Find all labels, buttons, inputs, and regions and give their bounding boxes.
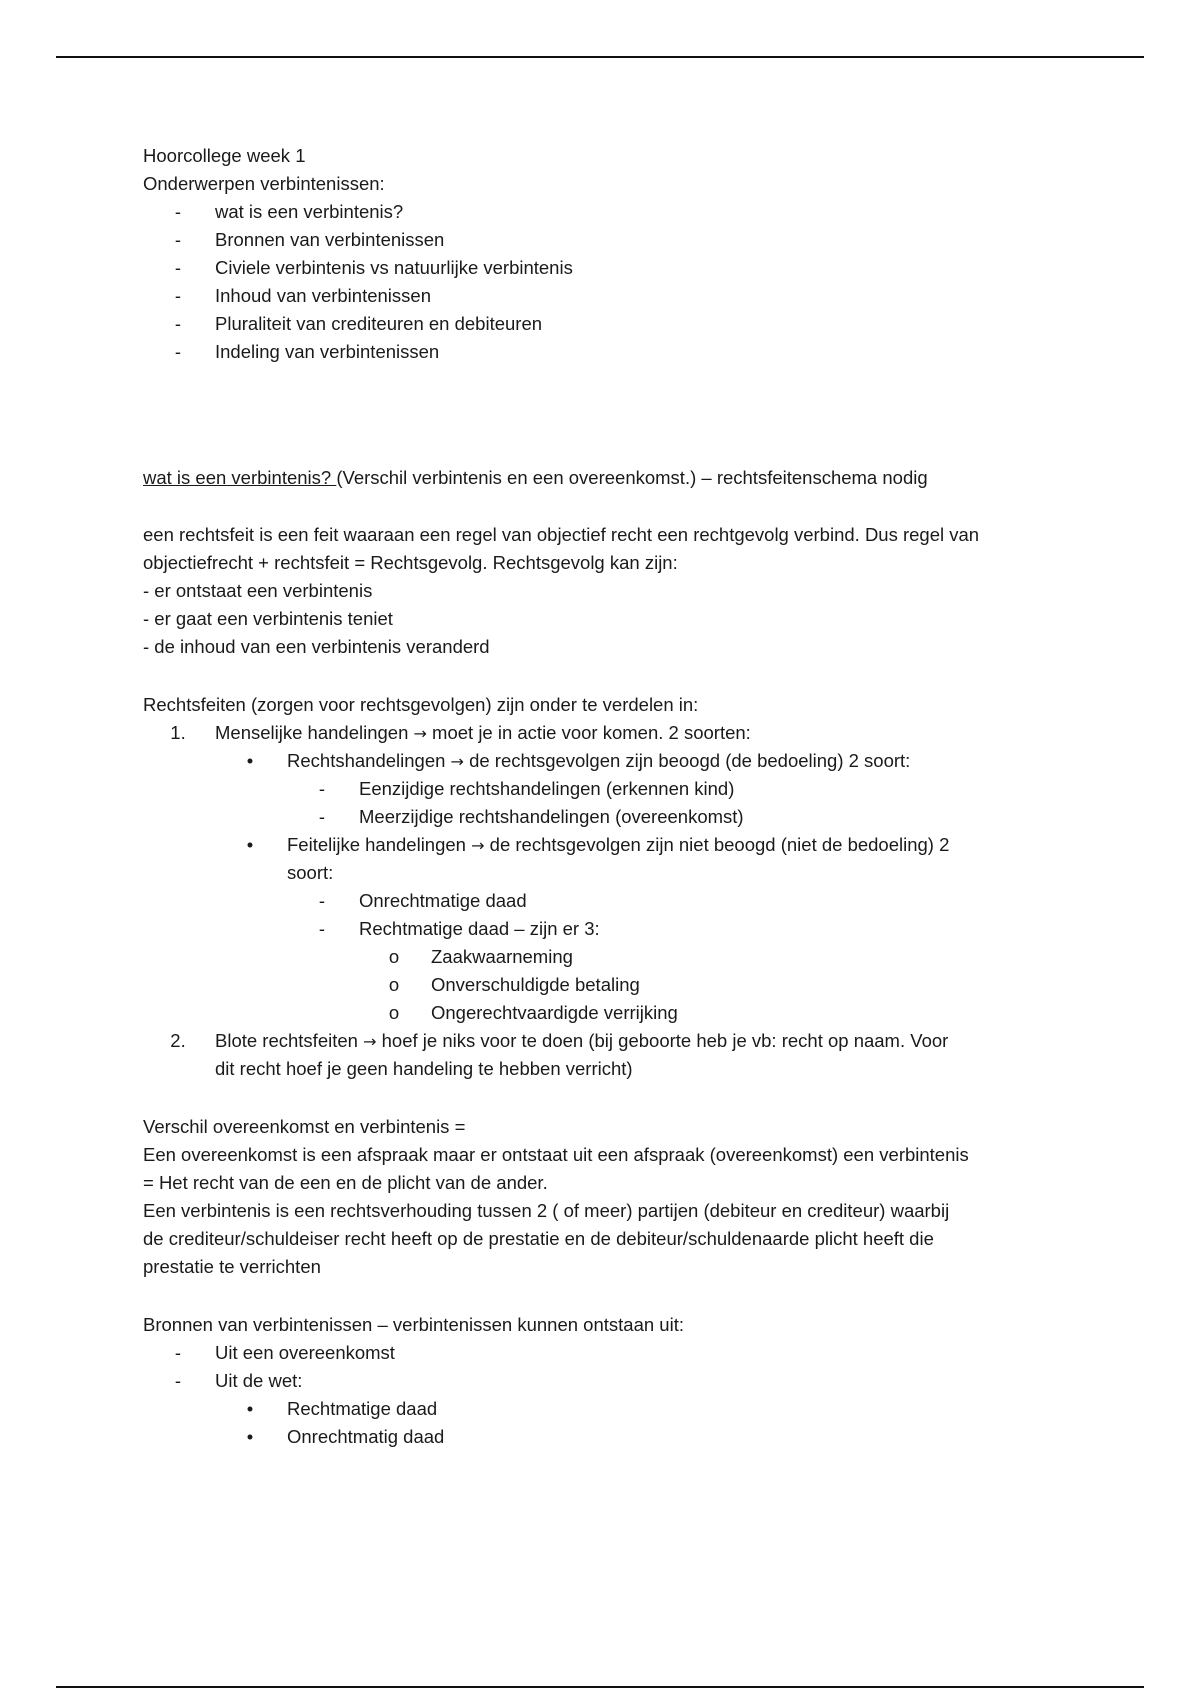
footer-rule — [56, 1686, 1144, 1688]
list-item: - de inhoud van een verbintenis veranderd — [143, 636, 490, 657]
doc-title: Hoorcollege week 1 — [143, 145, 306, 166]
sources-heading: Bronnen van verbintenissen – verbintenissen kunnen ontstaan uit: — [143, 1314, 684, 1335]
arrow-right-icon: → — [471, 836, 485, 855]
arrow-right-icon: → — [363, 1032, 377, 1051]
paragraph-line: een rechtsfeit is een feit waaraan een regel van objectief recht een rechtgevolg verbind. Dus regel van — [143, 524, 980, 545]
paragraph-line: Verschil overeenkomst en verbintenis = — [143, 1116, 466, 1137]
arrow-right-icon: → — [450, 752, 464, 771]
section-heading-verbintenis: wat is een verbintenis? (Verschil verbintenis en een overeenkomst.) – rechtsfeitenschema nodig — [143, 467, 928, 488]
topics-heading: Onderwerpen verbintenissen: — [143, 173, 385, 194]
paragraph-line: = Het recht van de een en de plicht van de ander. — [143, 1172, 548, 1193]
paragraph-line: Een overeenkomst is een afspraak maar er ontstaat uit een afspraak (overeenkomst) een verbintenis — [143, 1144, 969, 1165]
list-item: - er ontstaat een verbintenis — [143, 580, 373, 601]
paragraph-line: objectiefrecht + rechtsfeit = Rechtsgevolg. Rechtsgevolg kan zijn: — [143, 552, 678, 573]
paragraph-line: prestatie te verrichten — [143, 1256, 321, 1277]
rechtsfeiten-intro: Rechtsfeiten (zorgen voor rechtsgevolgen) zijn onder te verdelen in: — [143, 694, 699, 715]
arrow-right-icon: → — [413, 724, 427, 743]
paragraph-line: de crediteur/schuldeiser recht heeft op de prestatie en de debiteur/schuldenaarde plicht heeft die — [143, 1228, 934, 1249]
paragraph-line: Een verbintenis is een rechtsverhouding tussen 2 ( of meer) partijen (debiteur en crediteur) waarbij — [143, 1200, 950, 1221]
header-rule — [56, 56, 1144, 58]
list-item: - er gaat een verbintenis teniet — [143, 608, 393, 629]
